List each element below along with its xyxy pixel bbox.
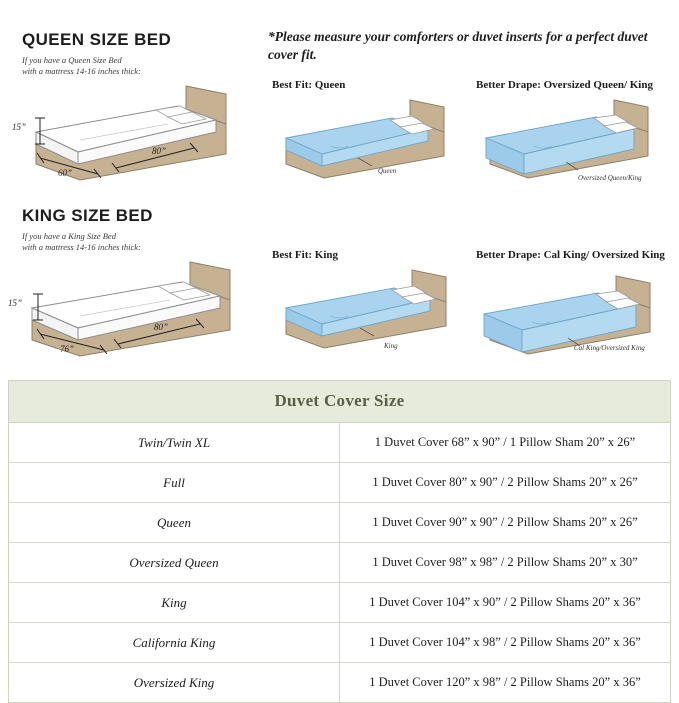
size-name: Queen: [9, 503, 340, 543]
table-title: Duvet Cover Size: [9, 381, 670, 423]
size-description: 1 Duvet Cover 104” x 90” / 2 Pillow Shams 20” x 36”: [340, 583, 671, 623]
table-row: [9, 543, 670, 583]
table-row: [9, 623, 670, 663]
size-description: 1 Duvet Cover 68” x 90” / 1 Pillow Sham 20” x 26”: [340, 423, 671, 463]
queen-title: QUEEN SIZE BED: [22, 30, 172, 49]
king-best-fit-heading: Best Fit: King: [272, 249, 338, 261]
king-length-label: 80”: [154, 322, 169, 332]
queen-height-dimension: [14, 114, 54, 150]
size-name: Oversized King: [9, 663, 340, 703]
king-best-fit-caption: King: [384, 342, 398, 350]
queen-best-fit-caption: Queen: [378, 167, 397, 175]
size-description: 1 Duvet Cover 98” x 98” / 2 Pillow Shams 20” x 30”: [340, 543, 671, 583]
table-row: [9, 463, 670, 503]
queen-better-drape-caption: Oversized Queen/King: [578, 174, 642, 182]
size-description: 1 Duvet Cover 80” x 90” / 2 Pillow Shams 20” x 26”: [340, 463, 671, 503]
king-best-fit-illustration: [272, 266, 462, 358]
queen-subtitle-line1: If you have a Queen Size Bed: [22, 55, 122, 65]
table-row: [9, 663, 670, 703]
table-row: [9, 423, 670, 463]
queen-heading-block: [22, 30, 171, 77]
king-length-dimension: [112, 318, 208, 348]
king-height-label: 15”: [8, 298, 23, 308]
king-heading-block: [22, 206, 153, 253]
king-better-drape-heading: Better Drape: Cal King/ Oversized King: [476, 249, 665, 261]
size-name: Twin/Twin XL: [9, 423, 340, 463]
queen-best-fit-illustration: [272, 96, 462, 186]
size-name: California King: [9, 623, 340, 663]
king-better-drape-caption: Cal King/Oversized King: [574, 344, 645, 352]
duvet-size-table: [8, 380, 671, 703]
size-description: 1 Duvet Cover 90” x 90” / 2 Pillow Shams 20” x 26”: [340, 503, 671, 543]
queen-length-label: 80”: [152, 146, 167, 156]
queen-subtitle-line2: with a mattress 14-16 inches thick:: [22, 66, 141, 76]
queen-width-label: 60”: [58, 168, 73, 178]
size-description: 1 Duvet Cover 120” x 98” / 2 Pillow Shams 20” x 36”: [340, 663, 671, 703]
measurement-note: *Please measure your comforters or duvet inserts for a perfect duvet cover fit.: [268, 29, 648, 62]
queen-length-dimension: [110, 142, 202, 172]
king-width-label: 76”: [60, 344, 75, 354]
size-name: Full: [9, 463, 340, 503]
queen-best-fit-heading: Best Fit: Queen: [272, 79, 346, 91]
king-height-dimension: [8, 290, 52, 326]
table-row: [9, 503, 670, 543]
size-description: 1 Duvet Cover 104” x 98” / 2 Pillow Shams 20” x 36”: [340, 623, 671, 663]
king-title: KING SIZE BED: [22, 206, 153, 225]
table-row: [9, 583, 670, 623]
queen-width-dimension: [36, 152, 110, 178]
size-name: Oversized Queen: [9, 543, 340, 583]
queen-better-drape-heading: Better Drape: Oversized Queen/ King: [476, 79, 653, 91]
size-name: King: [9, 583, 340, 623]
king-subtitle-line1: If you have a King Size Bed: [22, 231, 116, 241]
king-width-dimension: [36, 328, 116, 354]
king-subtitle-line2: with a mattress 14-16 inches thick:: [22, 242, 141, 252]
queen-better-drape-illustration: [474, 96, 674, 188]
queen-height-label: 15”: [12, 122, 27, 132]
